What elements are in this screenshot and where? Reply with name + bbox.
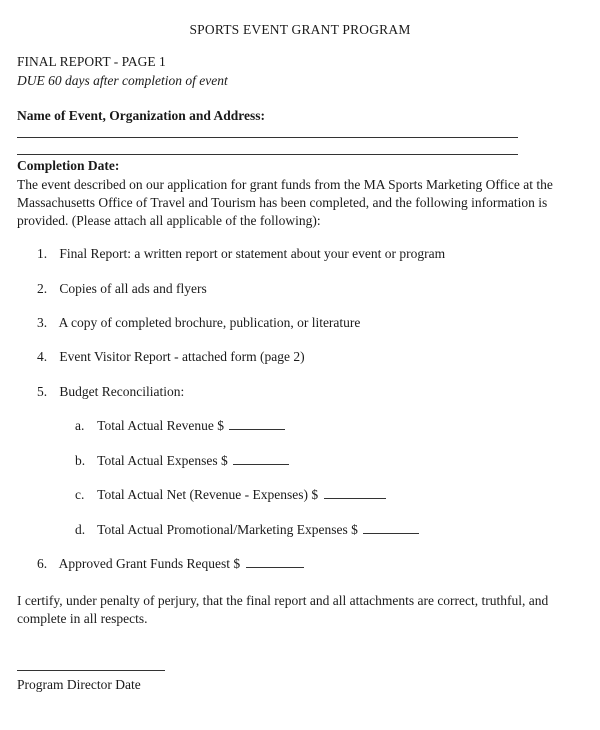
completion-date-label: Completion Date:: [17, 158, 120, 173]
list-item-text: A copy of completed brochure, publication, or literature: [58, 315, 361, 330]
list-item: [37, 556, 304, 572]
list-item-number: 2.: [37, 281, 48, 296]
list-item-text: Final Report: a written report or statement about your event or program: [59, 246, 446, 261]
grant-request-blank-field[interactable]: [246, 556, 304, 568]
event-name-field-line-2[interactable]: [17, 154, 518, 155]
budget-sub-item: [75, 522, 419, 538]
list-item-text: Budget Reconciliation:: [59, 384, 185, 399]
sub-item-text: Total Actual Expenses $: [97, 453, 228, 468]
list-item: [37, 246, 445, 262]
net-blank-field[interactable]: [324, 487, 386, 499]
document-title: SPORTS EVENT GRANT PROGRAM: [189, 22, 411, 37]
sub-item-letter: a.: [75, 418, 85, 433]
list-item-text: Copies of all ads and flyers: [59, 281, 207, 296]
signature-line[interactable]: [17, 670, 165, 671]
list-item: [37, 281, 207, 297]
revenue-blank-field[interactable]: [229, 418, 285, 430]
list-item-text: Approved Grant Funds Request $: [58, 556, 241, 571]
due-note: DUE 60 days after completion of event: [17, 73, 228, 88]
list-item-number: 4.: [37, 349, 48, 364]
sub-item-letter: c.: [75, 487, 85, 502]
budget-sub-item: [75, 418, 285, 434]
sub-item-letter: b.: [75, 453, 86, 468]
sub-item-text: Total Actual Promotional/Marketing Expenses $: [97, 522, 358, 537]
list-item-number: 5.: [37, 384, 48, 399]
event-name-label: Name of Event, Organization and Address:: [17, 108, 266, 123]
list-item: [37, 349, 305, 365]
intro-paragraph: The event described on our application for grant funds from the MA Sports Marketing Office at the Massachusetts Office of Travel and Tourism has been completed, and the following information is provided. (Please attach all applicable of the following):: [17, 177, 553, 228]
expenses-blank-field[interactable]: [233, 453, 289, 465]
list-item-text: Event Visitor Report - attached form (page 2): [59, 349, 305, 364]
sub-item-text: Total Actual Revenue $: [97, 418, 225, 433]
signature-label: Program Director Date: [17, 677, 141, 692]
promotional-expenses-blank-field[interactable]: [363, 522, 419, 534]
budget-sub-item: [75, 487, 386, 503]
list-item: [37, 384, 184, 400]
certification-paragraph: I certify, under penalty of perjury, that the final report and all attachments are correct, truthful, and complete in all respects.: [17, 593, 549, 626]
list-item-number: 3.: [37, 315, 48, 330]
sub-item-letter: d.: [75, 522, 86, 537]
list-item: [37, 315, 360, 331]
event-name-field-line-1[interactable]: [17, 137, 518, 138]
list-item-number: 1.: [37, 246, 48, 261]
report-heading: FINAL REPORT - PAGE 1: [17, 54, 166, 69]
budget-sub-item: [75, 453, 289, 469]
list-item-number: 6.: [37, 556, 48, 571]
sub-item-text: Total Actual Net (Revenue - Expenses) $: [97, 487, 319, 502]
